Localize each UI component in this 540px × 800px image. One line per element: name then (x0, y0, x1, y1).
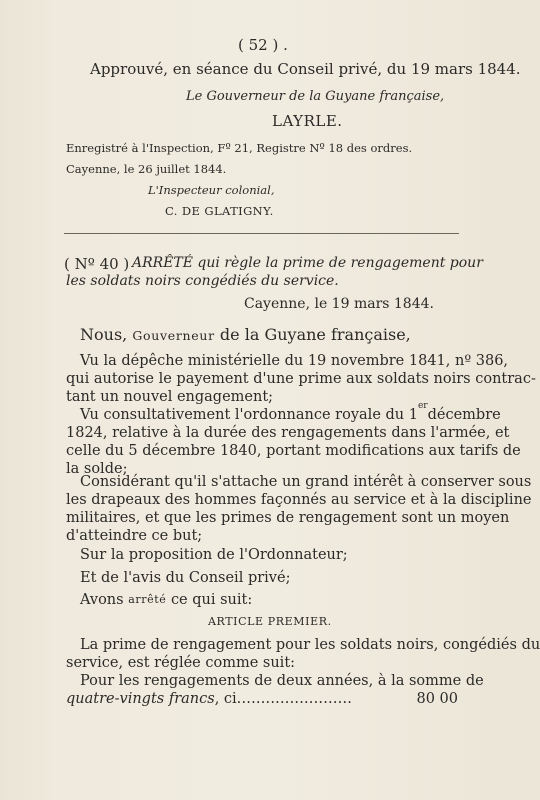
paragraph-line: service, est réglée comme suit: (66, 655, 296, 671)
opening-gouverneur: Gouverneur (132, 328, 215, 343)
registration-place-date: Cayenne, le 26 juillet 1844. (66, 162, 227, 176)
amount-words: quatre-vingts francs (66, 691, 215, 707)
paragraph-line: Pour les rengagements de deux années, à la somme de (80, 673, 484, 689)
paragraph-avons-arrete (66, 591, 458, 609)
governor-title: Le Gouverneur de la Guyane française, (186, 89, 445, 104)
paragraph-line: qui autorise le payement d'une prime aux soldats noirs contrac- (66, 371, 536, 387)
ordonnance-text-b: décembre (427, 407, 501, 423)
paragraph-line: Sur la proposition de l'Ordonnateur; (80, 547, 348, 563)
paragraph-line: celle du 5 décembre 1840, portant modifications aux tarifs de (66, 443, 521, 459)
paragraph-ordonnance (66, 401, 521, 478)
amount-value: 80 00 (416, 691, 458, 707)
inspector-name: C. DE GLATIGNY. (165, 204, 274, 218)
leader-dots: ........................ (236, 691, 353, 707)
article-title: ARTICLE PREMIER. (208, 615, 332, 628)
amount-label (66, 690, 352, 708)
section-divider (64, 233, 459, 234)
superscript-er: er (417, 401, 428, 411)
opening-statement (80, 325, 411, 344)
amount-ci: , ci (214, 691, 237, 707)
arrete-number: ( Nº 40 ) (64, 255, 130, 273)
governor-name: LAYRLE. (272, 112, 343, 130)
avons-text: Avons (80, 592, 124, 608)
paragraph-line (66, 401, 501, 424)
ordonnance-text-a: Vu consultativement l'ordonnance royale du 1 (80, 407, 418, 423)
paragraph-line: d'atteindre ce but; (66, 528, 203, 544)
approval-line: Approuvé, en séance du Conseil privé, du 19 mars 1844. (90, 60, 521, 78)
paragraph-considerant (66, 473, 532, 545)
paragraph-prime-amount (66, 672, 484, 708)
paragraph-proposition (66, 546, 458, 564)
paragraph-line: les drapeaux des hommes façonnés au service et à la discipline (66, 492, 532, 508)
paragraph-avis (66, 569, 458, 587)
paragraph-line-amount (66, 690, 458, 708)
page-number: ( 52 ) . (238, 36, 288, 54)
paragraph-line: tant un nouvel engagement; (66, 389, 274, 405)
arrete-title-line-1: ARRÊTÉ qui règle la prime de rengagement pour (132, 255, 483, 271)
paragraph-line: Considérant qu'il s'attache un grand intérêt à conserver sous (80, 474, 532, 490)
opening-rest: de la Guyane française, (219, 325, 411, 344)
paragraph-line: militaires, et que les primes de rengagement sont un moyen (66, 510, 510, 526)
paragraph-line: Vu la dépêche ministérielle du 19 novembre 1841, nº 386, (80, 353, 509, 369)
paragraph-line: 1824, relative à la durée des rengagements dans l'armée, et (66, 425, 510, 441)
registration-note: Enregistré à l'Inspection, Fº 21, Registre Nº 18 des ordres. (66, 141, 413, 155)
arrete-title-line-2: les soldats noirs congédiés du service. (66, 273, 339, 289)
paragraph-line (66, 591, 458, 609)
arrete-word: arrêté (128, 593, 167, 606)
avons-end: ce qui suit: (170, 592, 253, 608)
inspector-title: L'Inspecteur colonial, (148, 183, 275, 197)
arrete-place-date: Cayenne, le 19 mars 1844. (244, 296, 434, 312)
paragraph-line: Et de l'avis du Conseil privé; (80, 570, 291, 586)
opening-nous: Nous, (80, 325, 128, 344)
paragraph-article-1 (66, 636, 540, 672)
paragraph-depeche (66, 352, 536, 406)
paragraph-line: La prime de rengagement pour les soldats noirs, congédiés du (80, 637, 540, 653)
paragraph-line: la solde; (66, 461, 128, 477)
